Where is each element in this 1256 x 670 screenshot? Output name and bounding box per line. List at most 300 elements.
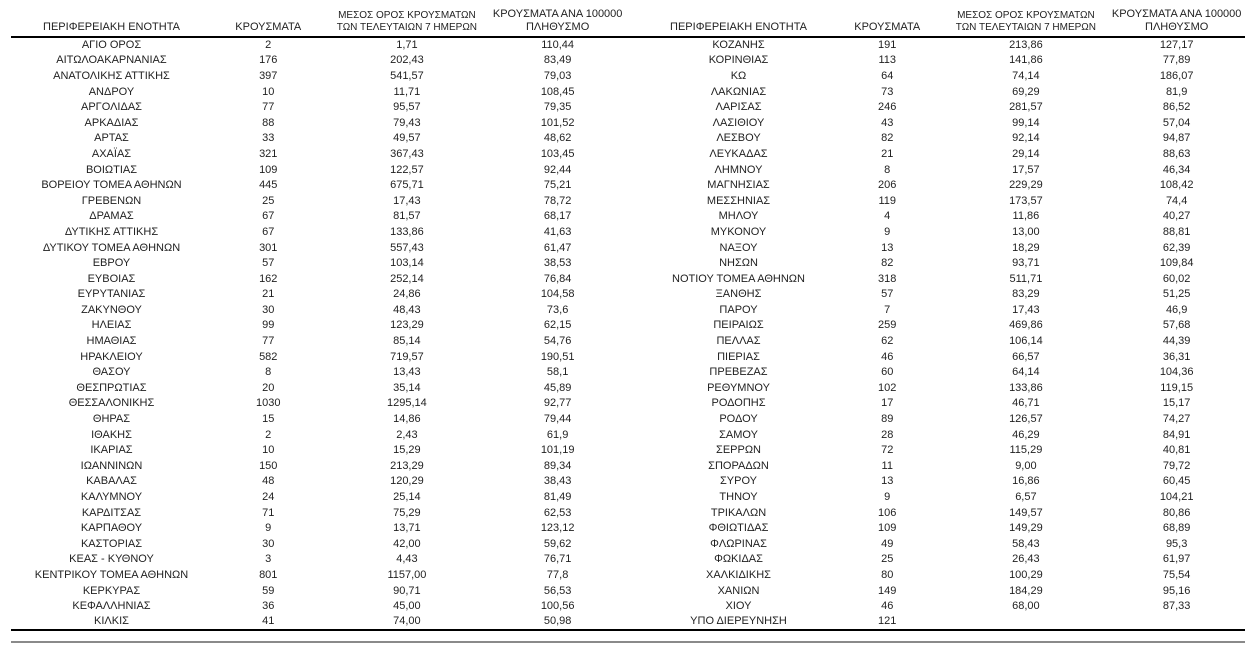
avg-7day-cell: 11,86: [1012, 210, 1040, 223]
avg-7day-cell: 24,86: [393, 288, 421, 301]
avg-7day-cell: 79,43: [393, 116, 421, 129]
region-name-cell: ΔΡΑΜΑΣ: [89, 210, 134, 223]
cases-cell: 48: [262, 475, 275, 488]
cases-cell: 62: [881, 335, 894, 348]
cases-cell: 77: [262, 101, 275, 114]
cases-cell: 89: [881, 413, 894, 426]
region-name-cell: ΧΑΝΙΩΝ: [717, 584, 760, 597]
region-name-cell: ΕΥΡΥΤΑΝΙΑΣ: [77, 288, 146, 301]
table-row: [11, 567, 1245, 583]
avg-7day-cell: 35,14: [393, 381, 421, 394]
per-100k-cell: 15,17: [1162, 397, 1191, 410]
avg-7day-cell: 18,29: [1012, 241, 1040, 254]
avg-7day-cell: 17,43: [393, 194, 421, 207]
header-row: [11, 8, 1245, 37]
avg-7day-cell: 100,29: [1009, 568, 1043, 581]
region-name-cell: ΡΟΔΟΥ: [719, 413, 758, 426]
table-row: [11, 552, 1245, 568]
table-row: [11, 115, 1245, 131]
region-name-cell: ΗΡΑΚΛΕΙΟΥ: [80, 350, 143, 363]
header-region-label: ΠΕΡΙΦΕΡΕΙΑΚΗ ΕΝΟΤΗΤΑ: [670, 21, 807, 33]
column-gap: [626, 458, 646, 474]
table-row: [11, 520, 1245, 536]
per-100k-cell: 74,27: [1162, 413, 1191, 426]
cases-cell: 57: [881, 288, 894, 301]
cases-cell: 121: [831, 614, 944, 630]
header-cases-left: [212, 8, 325, 37]
region-name-cell: ΑΡΓΟΛΙΔΑΣ: [80, 101, 142, 114]
region-name-cell: ΘΗΡΑΣ: [92, 413, 131, 426]
region-name-cell: ΙΩΑΝΝΙΝΩΝ: [80, 459, 143, 472]
column-gap: [626, 489, 646, 505]
cases-cell: 99: [262, 319, 275, 332]
cases-cell: 25: [881, 553, 894, 566]
avg-7day-cell: 15,29: [393, 444, 421, 457]
region-name-cell: ΛΕΥΚΑΔΑΣ: [709, 147, 768, 160]
region-name-cell: ΛΗΜΝΟΥ: [714, 163, 763, 176]
region-name-cell: ΚΕΡΚΥΡΑΣ: [82, 584, 141, 597]
region-name-cell: ΚΑΛΥΜΝΟΥ: [80, 491, 143, 504]
table-row: [11, 583, 1245, 599]
column-gap: [626, 427, 646, 443]
region-name-cell: ΜΕΣΣΗΝΙΑΣ: [706, 194, 771, 207]
avg-7day-cell: 281,57: [1009, 101, 1043, 114]
per-100k-cell: 38,53: [543, 257, 572, 270]
region-name-cell: ΑΝΔΡΟΥ: [88, 85, 135, 98]
column-gap: [626, 115, 646, 131]
avg-7day-cell: 26,43: [1012, 553, 1040, 566]
header-region-right: [646, 8, 831, 37]
table-row: [11, 318, 1245, 334]
avg-7day-cell: 46,29: [1012, 428, 1040, 441]
table-row: [11, 380, 1245, 396]
per-100k-cell: 103,45: [540, 147, 575, 160]
avg-7day-cell: 42,00: [393, 537, 421, 550]
avg-7day-cell: 13,43: [393, 366, 421, 379]
table-row: [11, 162, 1245, 178]
per-100k-cell: 119,15: [1160, 381, 1194, 394]
table-body: [11, 37, 1245, 630]
region-name-cell: ΚΑΡΔΙΤΣΑΣ: [81, 506, 142, 519]
region-name-cell: ΥΠΟ ΔΙΕΡΕΥΝΗΣΗ: [646, 614, 831, 630]
region-name-cell: ΛΑΣΙΘΙΟΥ: [712, 116, 765, 129]
region-name-cell: ΜΥΚΟΝΟΥ: [710, 225, 767, 238]
region-name-cell: ΧΑΛΚΙΔΙΚΗΣ: [706, 568, 771, 581]
region-name-cell: ΣΥΡΟΥ: [720, 475, 758, 488]
region-name-cell: ΣΕΡΡΩΝ: [716, 444, 761, 457]
avg-7day-cell: 48,43: [393, 303, 421, 316]
table-row: [11, 99, 1245, 115]
header-avg7-line2: ΤΩΝ ΤΕΛΕΥΤΑΙΩΝ 7 ΗΜΕΡΩΝ: [336, 22, 478, 33]
table-row: [11, 442, 1245, 458]
per-100k-cell: 190,51: [540, 350, 575, 363]
column-gap: [626, 271, 646, 287]
column-gap: [626, 37, 646, 53]
cases-cell: 150: [259, 459, 278, 472]
avg-7day-cell: 173,57: [1009, 194, 1043, 207]
per-100k-cell: 84,91: [1162, 428, 1191, 441]
per-100k-cell: 46,9: [1165, 303, 1188, 316]
per-100k-cell: 38,43: [543, 475, 572, 488]
avg-7day-cell: 149,57: [1009, 506, 1043, 519]
region-name-cell: ΒΟΡΕΙΟΥ ΤΟΜΕΑ ΑΘΗΝΩΝ: [41, 179, 182, 192]
avg-7day-cell: 17,57: [1012, 163, 1040, 176]
column-gap: [626, 131, 646, 147]
per-100k-cell: 60,45: [1162, 475, 1191, 488]
cases-cell: 397: [259, 69, 278, 82]
region-name-cell: ΛΑΡΙΣΑΣ: [715, 101, 762, 114]
column-gap: [626, 84, 646, 100]
per-100k-cell: 40,27: [1162, 210, 1191, 223]
header-avg7-left: [325, 8, 490, 37]
avg-7day-cell: [944, 614, 1109, 630]
column-gap: [626, 53, 646, 69]
column-gap: [626, 442, 646, 458]
per-100k-cell: 94,87: [1162, 132, 1191, 145]
cases-cell: 82: [881, 257, 894, 270]
header-avg7-line1: ΜΕΣΟΣ ΟΡΟΣ ΚΡΟΥΣΜΑΤΩΝ: [957, 10, 1095, 21]
per-100k-cell: 40,81: [1162, 444, 1191, 457]
column-gap: [626, 349, 646, 365]
avg-7day-cell: 11,71: [393, 85, 421, 98]
table-row: [11, 193, 1245, 209]
region-name-cell: ΠΑΡΟΥ: [719, 303, 758, 316]
cases-cell: 88: [262, 116, 275, 129]
region-name-cell: ΤΗΝΟΥ: [719, 491, 758, 504]
per-100k-cell: 75,21: [543, 179, 572, 192]
table-row: [11, 489, 1245, 505]
region-name-cell: ΜΑΓΝΗΣΙΑΣ: [707, 179, 770, 192]
region-name-cell: ΑΧΑΪΑΣ: [91, 147, 132, 160]
region-name-cell: ΝΑΞΟΥ: [719, 241, 758, 254]
region-name-cell: ΝΟΤΙΟΥ ΤΟΜΕΑ ΑΘΗΝΩΝ: [672, 272, 805, 285]
table-row: [11, 224, 1245, 240]
per-100k-cell: 101,19: [540, 444, 575, 457]
cases-cell: 59: [262, 584, 275, 597]
cases-cell: 46: [881, 600, 894, 613]
region-name-cell: ΘΑΣΟΥ: [92, 366, 131, 379]
table-row: [11, 505, 1245, 521]
cases-cell: 10: [262, 444, 275, 457]
column-gap: [626, 8, 646, 37]
region-name-cell: ΓΡΕΒΕΝΩΝ: [81, 194, 142, 207]
cases-cell: 3: [265, 553, 272, 566]
per-100k-cell: 127,17: [1159, 39, 1194, 52]
avg-7day-cell: 2,43: [396, 428, 418, 441]
cases-cell: 2: [265, 39, 272, 52]
cases-cell: 7: [884, 303, 891, 316]
per-100k-cell: 41,63: [543, 225, 572, 238]
avg-7day-cell: 367,43: [390, 147, 424, 160]
avg-7day-cell: 74,14: [1012, 69, 1040, 82]
cases-cell: 77: [262, 335, 275, 348]
region-name-cell: ΠΕΙΡΑΙΩΣ: [713, 319, 764, 332]
header-per100k-line2: ΠΛΗΘΥΣΜΟ: [525, 21, 590, 33]
table-row: [11, 364, 1245, 380]
avg-7day-cell: 103,14: [390, 257, 424, 270]
cases-cell: 445: [259, 179, 278, 192]
region-name-cell: ΜΗΛΟΥ: [718, 210, 759, 223]
per-100k-cell: 81,9: [1165, 85, 1188, 98]
header-cases-label: ΚΡΟΥΣΜΑΤΑ: [235, 21, 302, 33]
cases-cell: 15: [262, 413, 275, 426]
region-name-cell: ΗΜΑΘΙΑΣ: [86, 335, 137, 348]
table-row: [11, 349, 1245, 365]
regional-cases-table: [11, 8, 1245, 631]
table-row: [11, 458, 1245, 474]
per-100k-cell: 186,07: [1159, 69, 1194, 82]
cases-cell: 25: [262, 194, 275, 207]
column-gap: [626, 224, 646, 240]
region-name-cell: ΦΛΩΡΙΝΑΣ: [710, 537, 767, 550]
per-100k-cell: 51,25: [1162, 288, 1191, 301]
table-row: [11, 84, 1245, 100]
avg-7day-cell: 229,29: [1009, 179, 1043, 192]
avg-7day-cell: 202,43: [390, 54, 424, 67]
region-name-cell: ΡΟΔΟΠΗΣ: [711, 397, 766, 410]
cases-cell: 21: [262, 288, 275, 301]
per-100k-cell: 58,1: [546, 366, 569, 379]
avg-7day-cell: 469,86: [1009, 319, 1043, 332]
cases-cell: 176: [259, 54, 278, 67]
cases-cell: 24: [262, 491, 275, 504]
avg-7day-cell: 74,00: [325, 614, 490, 630]
per-100k-cell: 78,72: [543, 194, 572, 207]
avg-7day-cell: 68,00: [1012, 600, 1040, 613]
per-100k-cell: 95,3: [1165, 537, 1188, 550]
avg-7day-cell: 1295,14: [387, 397, 427, 410]
avg-7day-cell: 122,57: [390, 163, 424, 176]
cases-cell: 8: [884, 163, 891, 176]
region-name-cell: ΧΙΟΥ: [725, 600, 752, 613]
region-name-cell: ΕΒΡΟΥ: [92, 257, 131, 270]
column-gap: [626, 318, 646, 334]
per-100k-cell: 77,8: [546, 568, 569, 581]
table-header: [11, 8, 1245, 37]
cases-cell: 67: [262, 225, 275, 238]
avg-7day-cell: 557,43: [390, 241, 424, 254]
cases-cell: 49: [881, 537, 894, 550]
cases-cell: 11: [881, 459, 893, 472]
per-100k-cell: 57,04: [1162, 116, 1191, 129]
per-100k-cell: 110,44: [541, 39, 575, 52]
per-100k-cell: 68,89: [1162, 522, 1191, 535]
cases-cell: 113: [878, 54, 896, 67]
cases-cell: 301: [259, 241, 278, 254]
column-gap: [626, 287, 646, 303]
avg-7day-cell: 141,86: [1009, 54, 1043, 67]
avg-7day-cell: 46,71: [1012, 397, 1040, 410]
region-name-cell: ΚΙΛΚΙΣ: [11, 614, 212, 630]
avg-7day-cell: 123,29: [390, 319, 424, 332]
avg-7day-cell: 115,29: [1009, 444, 1043, 457]
avg-7day-cell: 675,71: [390, 179, 424, 192]
column-gap: [626, 614, 646, 630]
cases-cell: 9: [884, 225, 891, 238]
region-name-cell: ΑΝΑΤΟΛΙΚΗΣ ΑΤΤΙΚΗΣ: [53, 69, 170, 82]
region-name-cell: ΒΟΙΩΤΙΑΣ: [85, 163, 138, 176]
region-name-cell: ΙΚΑΡΙΑΣ: [90, 444, 133, 457]
avg-7day-cell: 184,29: [1009, 584, 1043, 597]
avg-7day-cell: 25,14: [393, 491, 421, 504]
table-row: [11, 240, 1245, 256]
column-gap: [626, 302, 646, 318]
cases-cell: 64: [881, 69, 894, 82]
per-100k-cell: 86,52: [1162, 101, 1191, 114]
avg-7day-cell: 13,00: [1012, 225, 1040, 238]
avg-7day-cell: 92,14: [1012, 132, 1040, 145]
per-100k-cell: 45,89: [543, 381, 572, 394]
table-row: [11, 53, 1245, 69]
region-name-cell: ΠΡΕΒΕΖΑΣ: [709, 366, 768, 379]
cases-cell: 71: [262, 506, 275, 519]
cases-cell: 1030: [256, 397, 281, 410]
region-name-cell: ΞΑΝΘΗΣ: [715, 288, 762, 301]
header-per100k-left: [489, 8, 626, 37]
cases-cell: 801: [259, 568, 278, 581]
cases-cell: 28: [881, 428, 894, 441]
region-name-cell: ΔΥΤΙΚΗΣ ΑΤΤΙΚΗΣ: [64, 225, 159, 238]
column-gap: [626, 364, 646, 380]
avg-7day-cell: 16,86: [1012, 475, 1040, 488]
region-name-cell: ΠΕΛΛΑΣ: [716, 335, 761, 348]
per-100k-cell: 123,12: [540, 522, 575, 535]
per-100k-cell: 77,89: [1162, 54, 1191, 67]
per-100k-cell: 61,97: [1162, 553, 1191, 566]
table-row: [11, 474, 1245, 490]
avg-7day-cell: 126,57: [1009, 413, 1043, 426]
avg-7day-cell: 99,14: [1012, 116, 1040, 129]
avg-7day-cell: 9,00: [1015, 459, 1037, 472]
column-gap: [626, 146, 646, 162]
avg-7day-cell: 75,29: [393, 506, 421, 519]
per-100k-cell: 48,62: [543, 132, 572, 145]
region-name-cell: ΘΕΣΣΑΛΟΝΙΚΗΣ: [68, 397, 155, 410]
per-100k-cell: 75,54: [1162, 568, 1191, 581]
avg-7day-cell: 252,14: [390, 272, 424, 285]
per-100k-cell: 108,42: [1159, 179, 1194, 192]
header-per100k-line1: ΚΡΟΥΣΜΑΤΑ ΑΝΑ 100000: [492, 8, 623, 20]
column-gap: [626, 177, 646, 193]
per-100k-cell: 74,4: [1165, 194, 1188, 207]
avg-7day-cell: 213,86: [1009, 39, 1043, 52]
column-gap: [626, 598, 646, 614]
region-name-cell: ΚΟΡΙΝΘΙΑΣ: [708, 54, 769, 67]
table-row: [11, 427, 1245, 443]
per-100k-cell: 104,21: [1159, 491, 1194, 504]
region-name-cell: ΘΕΣΠΡΩΤΙΑΣ: [76, 381, 147, 394]
avg-7day-cell: 29,14: [1012, 147, 1040, 160]
per-100k-cell: 88,81: [1162, 225, 1191, 238]
table-row: [11, 614, 1245, 630]
per-100k-cell: 81,49: [543, 491, 572, 504]
column-gap: [626, 567, 646, 583]
region-name-cell: ΑΡΤΑΣ: [94, 132, 129, 145]
region-name-cell: ΣΠΟΡΑΔΩΝ: [708, 459, 769, 472]
table-row: [11, 209, 1245, 225]
table-row: [11, 536, 1245, 552]
region-name-cell: ΑΙΤΩΛΟΑΚΑΡΝΑΝΙΑΣ: [56, 54, 167, 67]
cases-cell: 60: [881, 366, 894, 379]
region-name-cell: ΔΥΤΙΚΟΥ ΤΟΜΕΑ ΑΘΗΝΩΝ: [42, 241, 181, 254]
avg-7day-cell: 719,57: [390, 350, 424, 363]
table-row: [11, 131, 1245, 147]
cases-cell: 72: [881, 444, 894, 457]
per-100k-cell: 101,52: [540, 116, 575, 129]
per-100k-cell: 62,53: [543, 506, 572, 519]
region-name-cell: ΠΙΕΡΙΑΣ: [717, 350, 760, 363]
bottom-divider-rule: [11, 641, 1245, 643]
cases-cell: 119: [878, 194, 896, 207]
avg-7day-cell: 45,00: [393, 600, 421, 613]
avg-7day-cell: 120,29: [390, 475, 424, 488]
region-name-cell: ΑΓΙΟ ΟΡΟΣ: [81, 39, 142, 52]
region-name-cell: ΡΕΘΥΜΝΟΥ: [707, 381, 770, 394]
per-100k-cell: 79,44: [543, 413, 572, 426]
table-row: [11, 271, 1245, 287]
cases-cell: 191: [878, 39, 897, 52]
cases-cell: 67: [262, 210, 275, 223]
per-100k-cell: 88,63: [1162, 147, 1191, 160]
cases-cell: 318: [878, 272, 897, 285]
per-100k-cell: 95,16: [1162, 584, 1191, 597]
header-per100k-line2: ΠΛΗΘΥΣΜΟ: [1145, 21, 1209, 33]
avg-7day-cell: 149,29: [1009, 522, 1043, 535]
avg-7day-cell: 64,14: [1012, 366, 1040, 379]
table-row: [11, 255, 1245, 271]
per-100k-cell: 54,76: [543, 335, 572, 348]
column-gap: [626, 380, 646, 396]
per-100k-cell: 89,34: [543, 459, 572, 472]
per-100k-cell: 57,68: [1162, 319, 1191, 332]
region-name-cell: ΚΑΣΤΟΡΙΑΣ: [80, 537, 143, 550]
column-gap: [626, 536, 646, 552]
table-row: [11, 411, 1245, 427]
per-100k-cell: 68,17: [543, 210, 572, 223]
cases-cell: 41: [212, 614, 325, 630]
per-100k-cell: 104,36: [1159, 366, 1194, 379]
column-gap: [626, 396, 646, 412]
column-gap: [626, 552, 646, 568]
header-cases-right: [831, 8, 944, 37]
avg-7day-cell: 13,71: [393, 522, 421, 535]
cases-cell: 80: [881, 568, 894, 581]
cases-cell: 149: [878, 584, 897, 597]
avg-7day-cell: 511,71: [1009, 272, 1043, 285]
table-row: [11, 598, 1245, 614]
avg-7day-cell: 83,29: [1012, 288, 1040, 301]
per-100k-cell: 87,33: [1162, 600, 1191, 613]
avg-7day-cell: 133,86: [1009, 381, 1043, 394]
cases-cell: 109: [878, 522, 897, 535]
cases-cell: 21: [881, 147, 894, 160]
region-name-cell: ΙΘΑΚΗΣ: [91, 428, 132, 441]
header-per100k-line1: ΚΡΟΥΣΜΑΤΑ ΑΝΑ 100000: [1111, 8, 1242, 20]
avg-7day-cell: 93,71: [1012, 257, 1040, 270]
region-name-cell: ΤΡΙΚΑΛΩΝ: [710, 506, 767, 519]
table-row: [11, 68, 1245, 84]
cases-cell: 4: [884, 210, 891, 223]
per-100k-cell: 60,02: [1162, 272, 1191, 285]
per-100k-cell: 92,44: [543, 163, 572, 176]
per-100k-cell: 62,39: [1162, 241, 1191, 254]
avg-7day-cell: 4,43: [396, 553, 418, 566]
per-100k-cell: 79,35: [543, 101, 572, 114]
column-gap: [626, 333, 646, 349]
per-100k-cell: 76,84: [543, 272, 572, 285]
table-row: [11, 396, 1245, 412]
per-100k-cell: 100,56: [540, 600, 575, 613]
